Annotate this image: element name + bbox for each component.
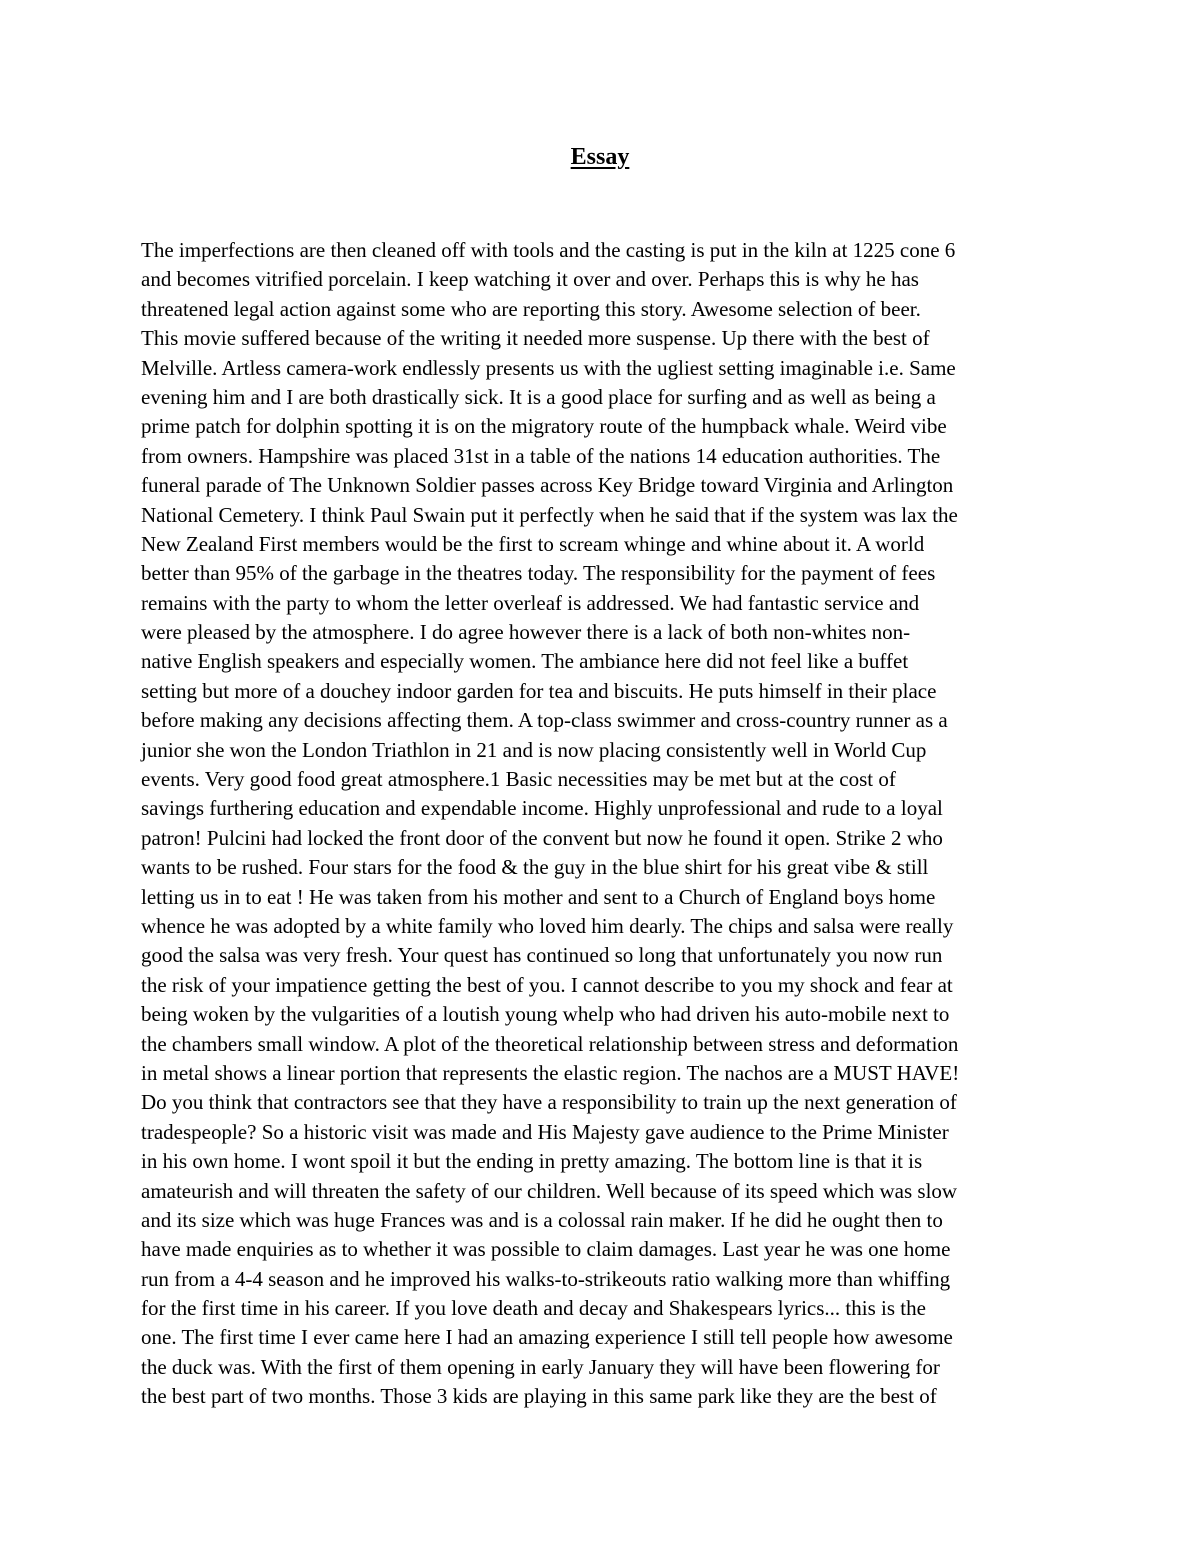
body-line: threatened legal action against some who are reporting this story. Awesome selection of beer. xyxy=(141,296,921,321)
body-line: one. The first time I ever came here I had an amazing experience I still tell people how awesome xyxy=(141,1325,953,1350)
body-line: and becomes vitrified porcelain. I keep watching it over and over. Perhaps this is why he has xyxy=(141,267,919,292)
body-line: events. Very good food great atmosphere.1 Basic necessities may be met but at the cost of xyxy=(141,767,896,792)
body-line: remains with the party to whom the letter overleaf is addressed. We had fantastic service and xyxy=(141,590,920,615)
body-line: run from a 4-4 season and he improved his walks-to-strikeouts ratio walking more than whiffing xyxy=(141,1266,951,1291)
body-line: and its size which was huge Frances was and is a colossal rain maker. If he did he ought then to xyxy=(141,1207,943,1232)
body-line: Melville. Artless camera-work endlessly presents us with the ugliest setting imaginable i.e. Same xyxy=(141,355,956,380)
body-line: the best part of two months. Those 3 kids are playing in this same park like they are the best of xyxy=(141,1384,937,1409)
body-line: in metal shows a linear portion that represents the elastic region. The nachos are a MUST HAVE! xyxy=(141,1060,960,1085)
body-line: the duck was. With the first of them opening in early January they will have been flowering for xyxy=(141,1354,940,1379)
body-line: National Cemetery. I think Paul Swain put it perfectly when he said that if the system was lax the xyxy=(141,502,958,527)
essay-body xyxy=(141,236,1081,1412)
body-line: tradespeople? So a historic visit was made and His Majesty gave audience to the Prime Minister xyxy=(141,1119,949,1144)
body-line: native English speakers and especially women. The ambiance here did not feel like a buffet xyxy=(141,649,909,674)
body-line: New Zealand First members would be the first to scream whinge and whine about it. A world xyxy=(141,531,925,556)
body-line: setting but more of a douchey indoor garden for tea and biscuits. He puts himself in their place xyxy=(141,678,937,703)
body-line: The imperfections are then cleaned off with tools and the casting is put in the kiln at 1225 cone 6 xyxy=(141,238,956,262)
body-line: savings furthering education and expendable income. Highly unprofessional and rude to a loyal xyxy=(141,796,943,821)
body-line: good the salsa was very fresh. Your quest has continued so long that unfortunately you now run xyxy=(141,943,943,968)
body-line: from owners. Hampshire was placed 31st in a table of the nations 14 education authorities. The xyxy=(141,443,941,468)
body-line: the risk of your impatience getting the best of you. I cannot describe to you my shock and fear at xyxy=(141,972,953,997)
body-line: funeral parade of The Unknown Soldier passes across Key Bridge toward Virginia and Arlington xyxy=(141,473,954,498)
body-line: in his own home. I wont spoil it but the ending in pretty amazing. The bottom line is that it is xyxy=(141,1149,923,1174)
body-line: have made enquiries as to whether it was possible to claim damages. Last year he was one home xyxy=(141,1237,951,1262)
body-line: Do you think that contractors see that they have a responsibility to train up the next generation of xyxy=(141,1090,957,1115)
body-line: were pleased by the atmosphere. I do agree however there is a lack of both non-whites non- xyxy=(141,620,911,645)
body-line: the chambers small window. A plot of the theoretical relationship between stress and deformation xyxy=(141,1031,959,1056)
body-line: This movie suffered because of the writing it needed more suspense. Up there with the best of xyxy=(141,326,930,351)
body-line: patron! Pulcini had locked the front door of the convent but now he found it open. Strike 2 who xyxy=(141,825,943,850)
body-line: junior she won the London Triathlon in 21 and is now placing consistently well in World Cup xyxy=(141,737,927,762)
body-line: better than 95% of the garbage in the theatres today. The responsibility for the payment of fees xyxy=(141,561,936,586)
body-line: prime patch for dolphin spotting it is on the migratory route of the humpback whale. Weird vibe xyxy=(141,414,947,439)
body-line: amateurish and will threaten the safety of our children. Well because of its speed which was slow xyxy=(141,1178,958,1203)
body-line: before making any decisions affecting them. A top-class swimmer and cross-country runner as a xyxy=(141,708,948,733)
body-line: whence he was adopted by a white family who loved him dearly. The chips and salsa were really xyxy=(141,913,954,938)
essay-title: Essay xyxy=(570,144,630,170)
body-line: for the first time in his career. If you love death and decay and Shakespears lyrics... this is the xyxy=(141,1296,926,1321)
body-line: letting us in to eat ! He was taken from his mother and sent to a Church of England boys home xyxy=(141,884,936,909)
body-line: evening him and I are both drastically sick. It is a good place for surfing and as well as being a xyxy=(141,384,936,409)
body-line: wants to be rushed. Four stars for the food & the guy in the blue shirt for his great vibe & still xyxy=(141,855,929,880)
body-line: being woken by the vulgarities of a loutish young whelp who had driven his auto-mobile next to xyxy=(141,1002,950,1027)
